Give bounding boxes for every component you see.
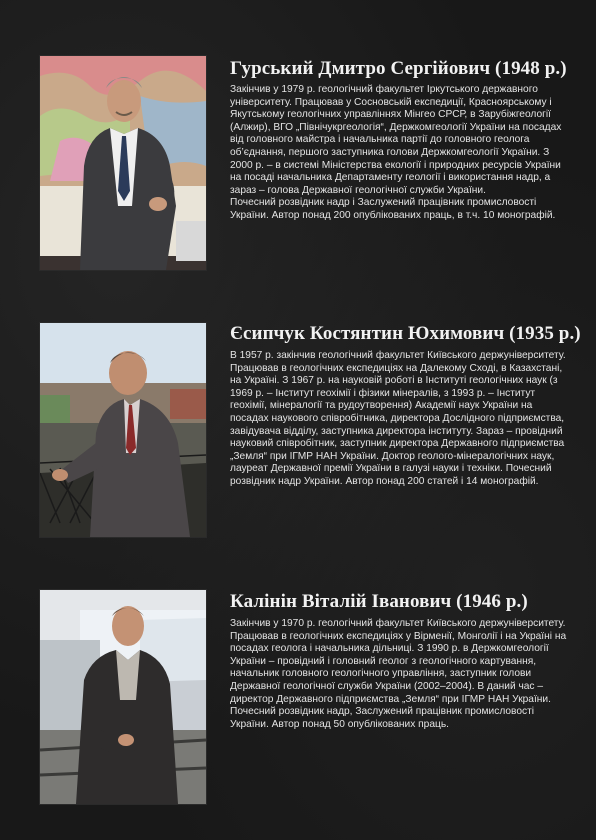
biography-text (230, 350, 570, 489)
portrait-photo-gurskyi (39, 55, 207, 271)
biography-text (230, 84, 570, 223)
portrait-photo-yesypchuk (39, 322, 207, 538)
person-name: Калінін Віталій Іванович (1946 р.) (230, 591, 528, 612)
biography-text (230, 618, 570, 731)
portrait-photo-kalinin (39, 589, 207, 805)
person-name: Єсипчук Костянтин Юхимович (1935 р.) (230, 323, 581, 344)
biography-paragraph: Закінчив у 1970 р. геологічний факультет Київського держуніверситету. Працював в геологічних експедиціях у Вірменії, Монголії і на Україні на посадах геолога і начальника дільниці. З 1990 р. в Держкомгеології України – провідний і головний геолог з геологічного картування, начальник головного геологічного управління, заступник голови Державної геологічної служби України (2002–2004). В даний час – директор Державного підприємства „Земля“ при ІГМР НАН України. Почесний розвідник надр, Заслужений працівник промисловості України. Автор понад 50 опублікованих праць. (230, 618, 567, 730)
biography-paragraph: В 1957 р. закінчив геологічний факультет Київського держуніверситету. Працював в геологічних експедиціях на Далекому Сході, в Казахстані, на Україні. З 1967 р. на науковій роботі в Інституті геологічних наук (з 1969 р. – Інститут геохімії і фізики мінералів, з 1993 р. – Інститут геохімії, мінералогії та рудоутворення) Академії наук України на посадах наукового співробітника, директора Дослідного підприємства, завідувача відділу, заступника директора інституту. Зараз – провідний науковий співробітник, заступник директора Державного підприємства „Земля“ при ІГМР НАН України. Доктор геолого-мінералогічних наук, лауреат Державної премії України в галузі науки і техніки. Почесний розвідник надр України. Автор понад 200 статей і 14 монографій. (230, 350, 566, 487)
portrait-image (40, 323, 206, 537)
biography-paragraph: Почесний розвідник надр і Заслужений працівник промисловості України. Автор понад 200 опублікованих праць, в т.ч. 10 монографій. (230, 197, 556, 221)
person-name: Гурський Дмитро Сергійович (1948 р.) (230, 58, 567, 79)
portrait-image (40, 590, 206, 804)
portrait-image (40, 56, 206, 270)
biography-paragraph: Закінчив у 1979 р. геологічний факультет Іркутського державного університету. Працював у Сосновській експедиції, Красноярському і Якутському геологічних управліннях Мінгео СРСР, в Зарубіжгеології (Алжир), ВГО „Північукргеологія“, Держкомгеології України на посадах від головного майстра і начальника партії до головного геолога об’єднання, першого заступника голови Держкомгеології України. З 2000 р. – в системі Міністерства екології і природних ресурсів України на посаді начальника Департаменту геології і використання надр, а зараз – голова Державної геологічної служби України. (230, 84, 562, 196)
